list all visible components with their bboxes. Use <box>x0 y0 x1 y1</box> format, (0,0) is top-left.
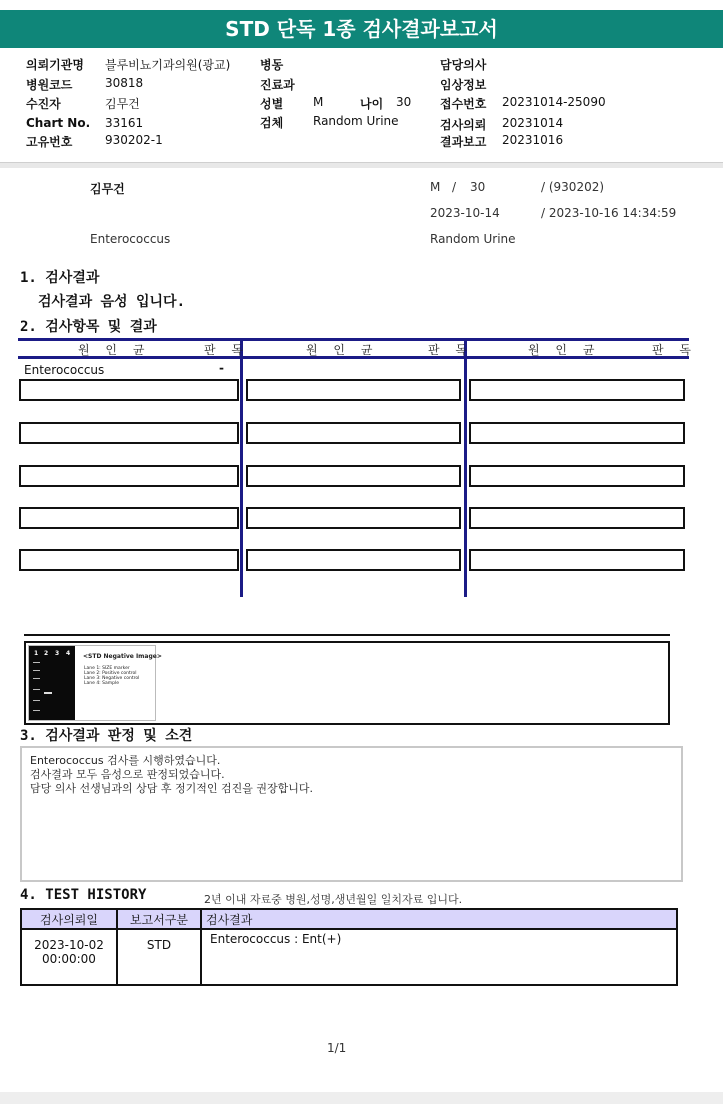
empty-result-box <box>469 465 685 487</box>
empty-result-box <box>19 549 239 571</box>
gel-lane-number: 3 <box>55 650 60 657</box>
empty-result-box <box>19 465 239 487</box>
history-table <box>20 908 678 986</box>
section1-result-text: 검사결과 음성 입니다. <box>38 294 186 310</box>
empty-result-box <box>19 379 239 401</box>
patient-test-name: Enterococcus <box>90 232 171 246</box>
header-value-report-date: 20231016 <box>502 133 564 147</box>
gel-caption: Lane 3: Negative control <box>84 676 140 681</box>
empty-result-box <box>246 422 461 444</box>
col-head-pathogen-3: 원 인 균 <box>528 343 601 357</box>
history-result: Enterococcus : Ent(+) <box>201 929 677 985</box>
history-date: 2023-10-02 <box>34 938 104 952</box>
gel-top-rule <box>24 634 670 636</box>
header-label-specimen: 검체 <box>260 116 284 130</box>
history-header-result: 검사결과 <box>201 909 677 929</box>
header-value-request-date: 20231014 <box>502 116 564 130</box>
patient-date-reported: / 2023-10-16 14:34:59 <box>541 206 677 220</box>
section3-title: 3. 검사결과 판정 및 소견 <box>20 728 193 744</box>
patient-id-part: / (930202) <box>541 180 605 194</box>
header-label-hospital-code: 병원코드 <box>26 78 73 92</box>
results-table-divider-2 <box>464 338 467 597</box>
empty-result-box <box>19 422 239 444</box>
patient-specimen: Random Urine <box>430 232 516 246</box>
history-time: 00:00:00 <box>42 952 96 966</box>
header-value-sex: M <box>313 95 324 109</box>
empty-result-box <box>469 422 685 444</box>
gel-band <box>33 710 40 711</box>
empty-result-box <box>469 507 685 529</box>
empty-result-box <box>469 549 685 571</box>
gel-band <box>33 700 40 701</box>
patient-date-received: 2023-10-14 <box>430 206 500 220</box>
header-label-doctor: 담당의사 <box>440 58 487 72</box>
col-head-pathogen-2: 원 인 균 <box>306 343 379 357</box>
header-value-hospital-code: 30818 <box>105 76 144 90</box>
empty-result-box <box>19 507 239 529</box>
table-row <box>21 929 677 985</box>
result-pathogen: Enterococcus <box>24 363 105 377</box>
empty-result-box <box>469 379 685 401</box>
header-value-unique-no: 930202-1 <box>105 133 163 147</box>
empty-result-box <box>246 549 461 571</box>
patient-age: 30 <box>470 180 486 194</box>
gel-band-positive <box>44 692 52 694</box>
header-label-report-date: 결과보고 <box>440 135 487 149</box>
gel-band <box>33 670 40 671</box>
empty-result-box <box>246 379 461 401</box>
header-value-specimen: Random Urine <box>313 114 399 128</box>
empty-result-box <box>246 465 461 487</box>
col-head-judgement-2: 판 독 <box>428 343 473 357</box>
section4-title: 4. TEST HISTORY <box>20 887 147 903</box>
patient-sex: M <box>430 180 441 194</box>
header-value-institution: 블루비뇨기과의원(광교) <box>105 58 231 72</box>
header-label-age: 나이 <box>360 97 384 111</box>
gel-caption: Lane 2: Positive control <box>84 671 137 676</box>
page-number: 1/1 <box>327 1041 347 1055</box>
gel-lane-number: 1 <box>34 650 39 657</box>
header-label-clinical-info: 임상정보 <box>440 78 487 92</box>
gel-caption: Lane 1: SIZE marker <box>84 666 130 671</box>
gel-lane-number: 2 <box>44 650 49 657</box>
opinion-line: Enterococcus 검사를 시행하였습니다. <box>30 754 221 767</box>
header-value-receipt-no: 20231014-25090 <box>502 95 606 109</box>
gel-band <box>33 662 40 663</box>
footer-bar <box>0 1092 723 1104</box>
header-value-chart-no: 33161 <box>105 116 144 130</box>
header-label-sex: 성별 <box>260 97 284 111</box>
history-note: 2년 이내 자료중 병원,성명,생년월일 일치자료 입니다. <box>204 893 463 906</box>
gel-band <box>33 678 40 679</box>
gel-lane-number: 4 <box>66 650 71 657</box>
opinion-box <box>20 746 683 882</box>
opinion-line: 검사결과 모두 음성으로 판정되었습니다. <box>30 768 225 781</box>
opinion-line: 담당 의사 선생님과의 상담 후 정기적인 검진을 권장합니다. <box>30 782 313 795</box>
header-value-patient: 김무건 <box>105 97 140 111</box>
history-type: STD <box>117 929 201 985</box>
header-label-request-date: 검사의뢰 <box>440 118 487 132</box>
report-title: STD 단독 1종 검사결과보고서 <box>0 10 723 48</box>
header-separator <box>0 162 723 168</box>
history-header-type: 보고서구분 <box>117 909 201 929</box>
header-label-department: 진료과 <box>260 78 295 92</box>
header-label-unique-no: 고유번호 <box>26 135 73 149</box>
header-label-patient: 수진자 <box>26 97 61 111</box>
gel-caption: Lane 4: Sample <box>84 681 119 686</box>
patient-name: 김무건 <box>90 182 125 196</box>
patient-slash: / <box>452 180 457 194</box>
col-head-judgement-3: 판 독 <box>652 343 697 357</box>
gel-band <box>33 689 40 690</box>
history-header-date: 검사의뢰일 <box>21 909 117 929</box>
empty-result-box <box>246 507 461 529</box>
header-label-ward: 병동 <box>260 58 284 72</box>
gel-electrophoresis-picture <box>29 646 75 720</box>
gel-caption-title: <STD Negative Image> <box>83 653 162 660</box>
section1-title: 1. 검사결과 <box>20 270 100 286</box>
col-head-pathogen-1: 원 인 균 <box>78 343 151 357</box>
header-value-age: 30 <box>396 95 412 109</box>
result-judgement: - <box>219 361 224 375</box>
section2-title: 2. 검사항목 및 결과 <box>20 319 157 335</box>
header-label-receipt-no: 접수번호 <box>440 97 487 111</box>
results-table-divider-1 <box>240 338 243 597</box>
header-label-institution: 의뢰기관명 <box>26 58 84 72</box>
col-head-judgement-1: 판 독 <box>204 343 249 357</box>
history-cell-date <box>21 929 117 985</box>
header-label-chart-no: Chart No. <box>26 116 91 130</box>
